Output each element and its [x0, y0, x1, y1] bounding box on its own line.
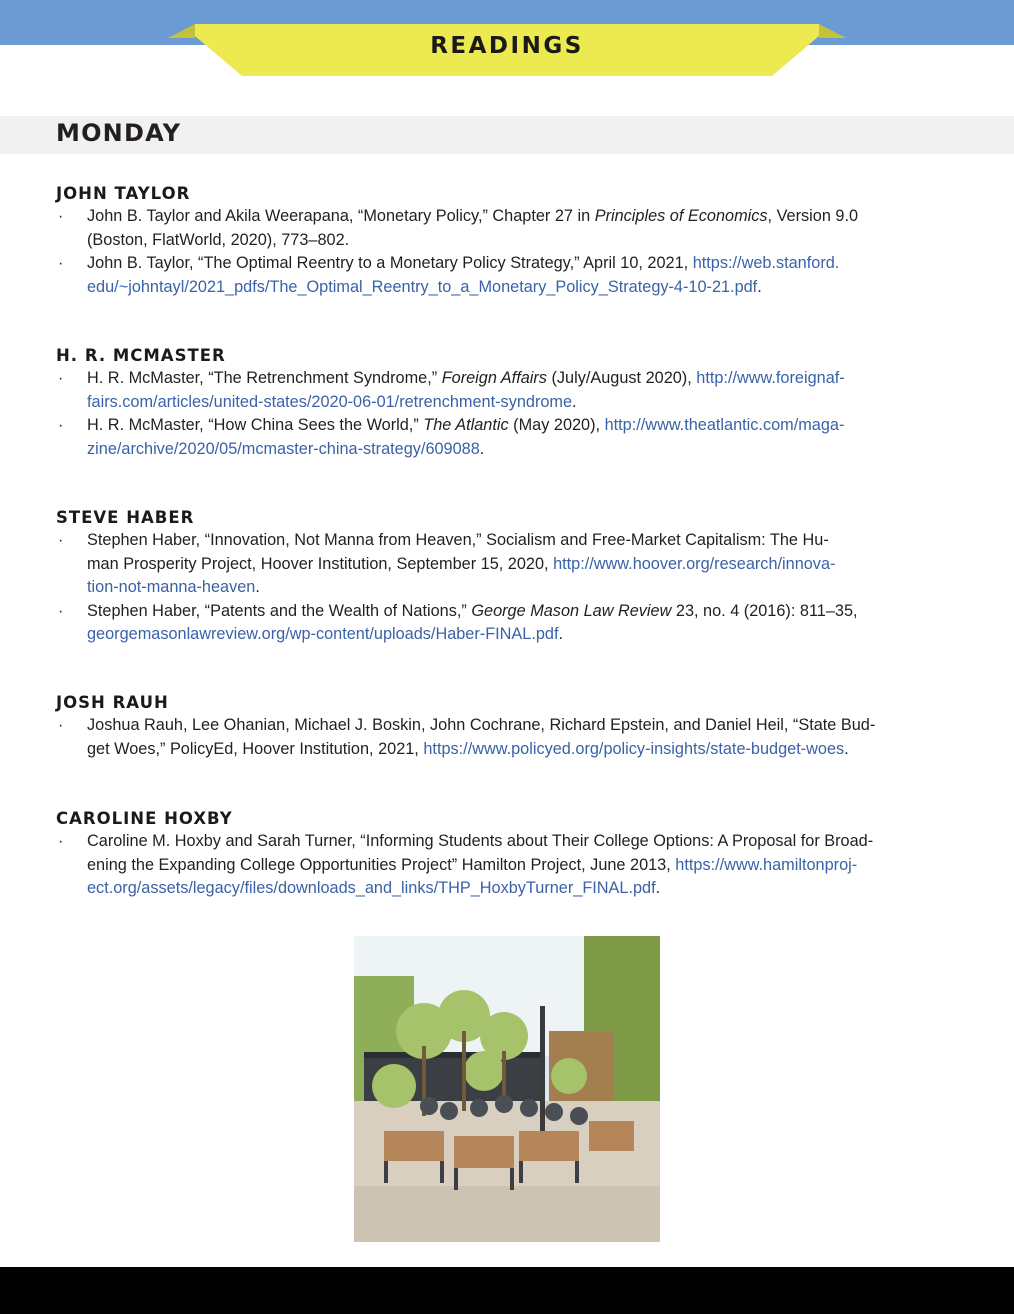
text-line	[87, 854, 966, 878]
reading-link[interactable]: http://www.hoover.org/research/innova-	[553, 554, 836, 573]
speaker-name: JOSH RAUH	[56, 693, 169, 712]
italic-title: Principles of Economics	[594, 207, 768, 225]
text-run: Stephen Haber, “Patents and the Wealth of Nations,”	[87, 601, 472, 620]
bullet: ·	[58, 532, 64, 549]
text-line	[87, 229, 966, 253]
text-line	[87, 414, 966, 438]
reading-link[interactable]: http://www.theatlantic.com/maga-	[604, 416, 845, 434]
page-title: READINGS	[430, 33, 584, 59]
reading-link[interactable]: http://www.foreignaf-	[696, 369, 845, 387]
text-run: H. R. McMaster, “The Retrenchment Syndrome,”	[87, 369, 442, 387]
reading-link[interactable]: zine/archive/2020/05/mcmaster-china-strategy/609088	[87, 439, 480, 458]
reading-link[interactable]: ect.org/assets/legacy/files/downloads_and_links/THP_HoxbyTurner_FINAL.pdf	[87, 879, 656, 897]
reading-link[interactable]: edu/~johntayl/2021_pdfs/The_Optimal_Reentry_to_a_Monetary_Policy_Strategy-4-10-21.pdf	[87, 277, 758, 296]
footer-bar	[0, 1267, 1014, 1314]
text-run: .	[558, 625, 564, 643]
reading-link[interactable]: https://www.hamiltonproj-	[675, 855, 858, 874]
text-run: John B. Taylor and Akila Weerapana, “Monetary Policy,” Chapter 27 in	[87, 207, 595, 225]
text-line	[87, 877, 966, 901]
speaker-name: H. R. MCMASTER	[56, 346, 226, 365]
text-line	[87, 391, 966, 415]
bullet: ·	[58, 208, 64, 225]
text-line	[87, 205, 966, 229]
text-line	[87, 576, 966, 600]
day-title: MONDAY	[56, 119, 182, 147]
text-run: .	[255, 578, 260, 596]
text-run: get Woes,” PolicyEd, Hoover Institution, 2021,	[87, 739, 424, 758]
reading-link[interactable]: https://www.policyed.org/policy-insights/state-budget-woes	[423, 739, 845, 758]
text-run: ening the Expanding College Opportunities Project” Hamilton Project, June 2013,	[87, 855, 676, 874]
text-line	[87, 714, 966, 738]
reading-link[interactable]: https://web.stanford.	[692, 254, 840, 272]
speaker-name: CAROLINE HOXBY	[56, 809, 233, 828]
text-run: .	[655, 879, 661, 897]
bullet: ·	[58, 255, 64, 272]
text-run: .	[572, 392, 577, 411]
italic-title: Foreign Affairs	[441, 369, 547, 387]
text-line	[87, 738, 966, 762]
section-john-taylor	[56, 183, 966, 299]
reading-link[interactable]: georgemasonlawreview.org/wp-content/uploads/Haber-FINAL.pdf	[87, 625, 559, 643]
text-line	[87, 252, 966, 276]
reading-link[interactable]: fairs.com/articles/united-states/2020-06-01/retrenchment-syndrome	[87, 392, 573, 411]
text-run: Joshua Rauh, Lee Ohanian, Michael J. Boskin, John Cochrane, Richard Epstein, and Daniel Heil, “State Bud-	[87, 716, 876, 734]
section-steve-haber	[56, 507, 966, 647]
bullet: ·	[58, 833, 64, 850]
reading-item	[56, 830, 966, 901]
text-line	[87, 367, 966, 391]
reading-item	[56, 414, 966, 461]
text-run: man Prosperity Project, Hoover Institution, September 15, 2020,	[87, 554, 554, 573]
text-run: (July/August 2020),	[546, 369, 697, 387]
text-line	[87, 830, 966, 854]
reading-link[interactable]: tion-not-manna-heaven	[87, 578, 256, 596]
text-run: .	[757, 277, 762, 296]
bullet: ·	[58, 370, 64, 387]
text-run: .	[479, 439, 485, 458]
text-run: Stephen Haber, “Innovation, Not Manna from Heaven,” Socialism and Free-Market Capitalism: The Hu-	[87, 531, 829, 549]
text-line	[87, 623, 966, 647]
courtyard-photo	[354, 936, 660, 1242]
text-run: John B. Taylor, “The Optimal Reentry to a Monetary Policy Strategy,” April 10, 2021,	[87, 254, 693, 272]
text-run: 23, no. 4 (2016): 811–35,	[671, 601, 858, 620]
text-line	[87, 529, 966, 553]
text-run: .	[844, 739, 849, 758]
bullet: ·	[58, 602, 64, 620]
section-hr-mcmaster	[56, 345, 966, 461]
reading-item	[56, 205, 966, 252]
section-caroline-hoxby	[56, 808, 966, 901]
text-line	[87, 276, 966, 300]
bullet: ·	[58, 717, 64, 734]
text-run: (May 2020),	[508, 416, 605, 434]
reading-item	[56, 600, 966, 647]
text-run: Caroline M. Hoxby and Sarah Turner, “Informing Students about Their College Options: A Proposal for Broad-	[87, 832, 874, 850]
italic-title: George Mason Law Review	[471, 601, 672, 620]
speaker-name: STEVE HABER	[56, 508, 195, 527]
reading-item	[56, 252, 966, 299]
text-line	[87, 438, 966, 462]
text-run: , Version 9.0	[767, 207, 859, 225]
section-josh-rauh	[56, 692, 966, 761]
speaker-name: JOHN TAYLOR	[56, 184, 191, 203]
text-line	[87, 553, 966, 577]
reading-item	[56, 367, 966, 414]
reading-item	[56, 529, 966, 600]
text-line	[87, 600, 966, 624]
bullet: ·	[58, 417, 64, 434]
text-run: H. R. McMaster, “How China Sees the World,”	[87, 416, 424, 434]
italic-title: The Atlantic	[423, 416, 509, 434]
text-run: (Boston, FlatWorld, 2020), 773–802.	[87, 230, 350, 249]
reading-item	[56, 714, 966, 761]
